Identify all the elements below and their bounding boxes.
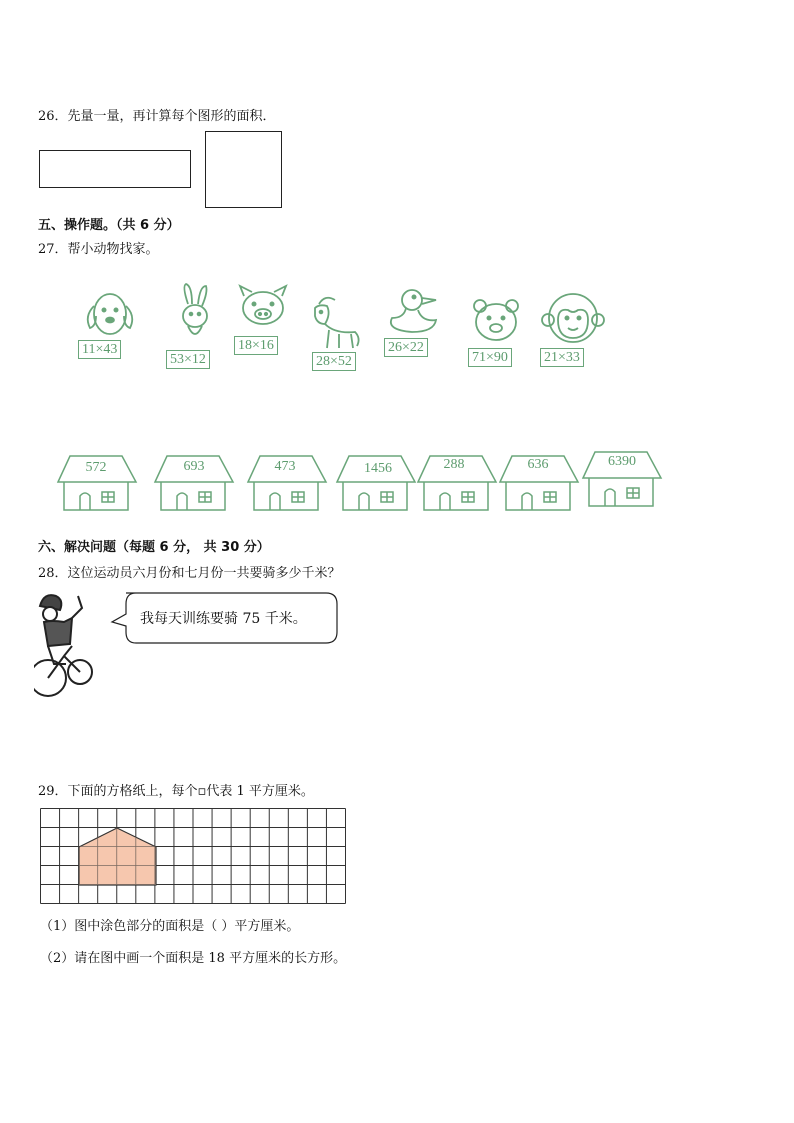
houses-drawing [0,448,794,512]
question-27-text: 27．帮小动物找家。 [38,242,159,257]
rabbit-icon [170,282,220,346]
question-28-text: 28．这位运动员六月份和七月份一共要骑多少千米？ [38,566,341,581]
square-figure [205,131,282,208]
animal-expr-monkey: 21×33 [540,348,584,367]
speech-bubble-text: 我每天训练要骑 75 千米。 [140,611,307,627]
animal-expr-goat: 28×52 [312,352,356,371]
rectangle-figure [39,150,191,188]
animal-expr-duck: 26×22 [384,338,428,357]
animal-expr-bear: 71×90 [468,348,512,367]
goat-icon [305,294,369,352]
pig-icon [234,284,292,336]
cyclist-icon [34,592,94,704]
house-number-1: 572 [85,460,107,475]
animal-expr-dog: 11×43 [78,340,121,359]
question-29-text: 29．下面的方格纸上，每个▫代表 1 平方厘米。 [38,784,314,799]
section-5-heading: 五、操作题。（共 6 分） [38,218,180,233]
duck-icon [382,286,444,338]
animal-row [0,280,794,380]
house-number-3: 473 [274,459,296,474]
section-6-heading: 六、解决问题（每题 6 分， 共 30 分） [38,540,270,555]
grid-paper [40,808,346,904]
dog-icon [78,286,142,342]
house-number-7: 6390 [608,454,636,469]
animal-expr-pig: 18×16 [234,336,278,355]
house-number-2: 693 [183,459,205,474]
house-row [0,448,794,512]
question-29-sub1: （1）图中涂色部分的面积是（ ）平方厘米。 [40,919,300,934]
question-26-text: 26．先量一量，再计算每个图形的面积． [38,109,276,124]
monkey-icon [540,290,606,350]
house-number-5: 288 [443,457,465,472]
house-number-4: 1456 [364,461,392,476]
question-29-sub2: （2）请在图中画一个面积是 18 平方厘米的长方形。 [40,951,347,966]
animal-expr-rabbit: 53×12 [166,350,210,369]
shaded-pentagon [79,828,156,885]
house-number-6: 636 [527,457,549,472]
bear-icon [468,296,524,346]
